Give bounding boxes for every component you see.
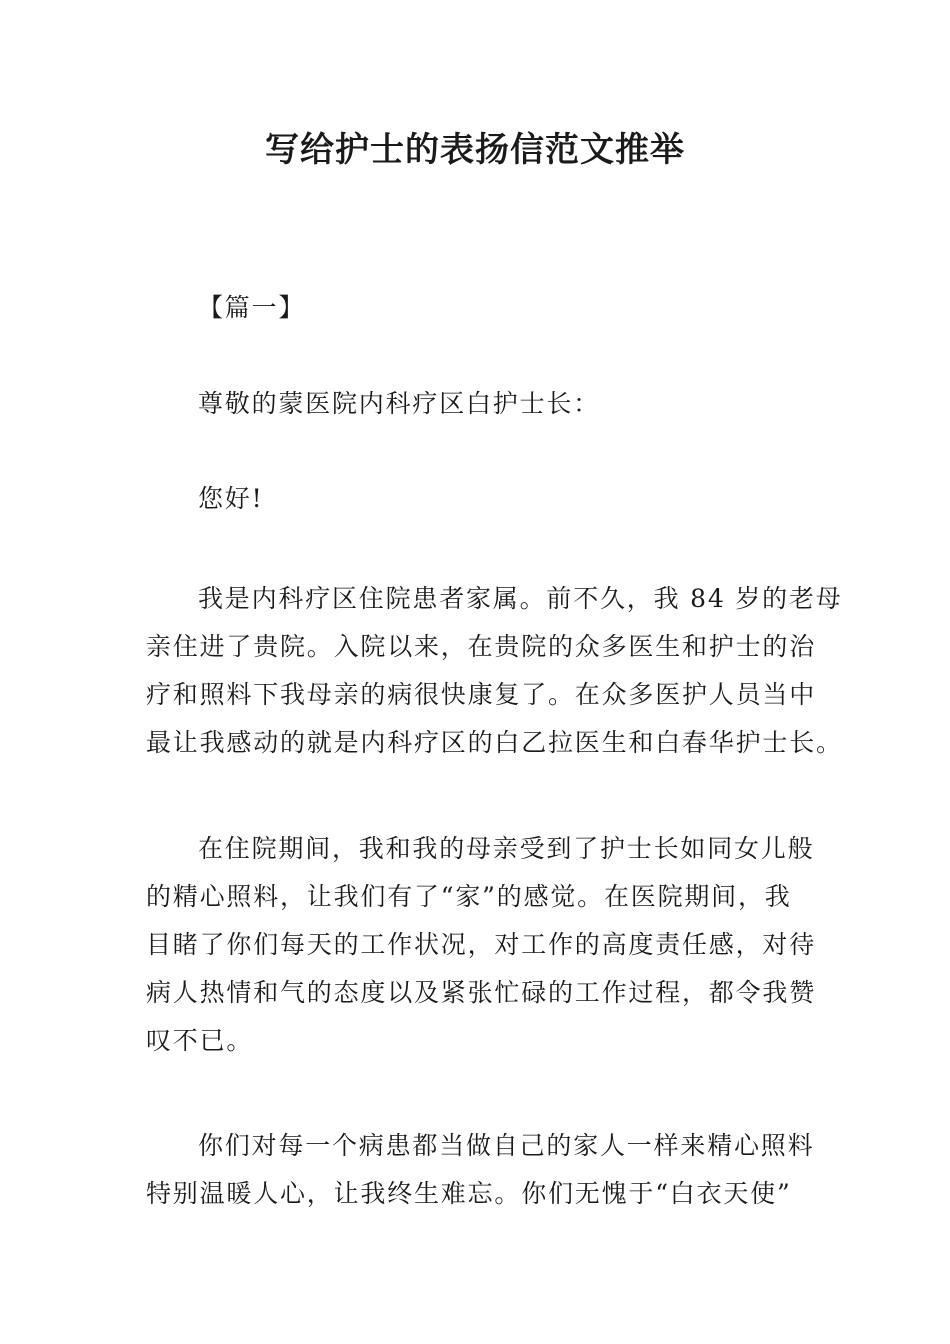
- paragraph-line: 在住院期间，我和我的母亲受到了护士长如同女儿般: [198, 834, 815, 863]
- paragraph-1: [146, 575, 843, 767]
- paragraph-line: 你们对每一个病患都当做自己的家人一样来精心照料: [198, 1131, 815, 1160]
- section-label: [146, 284, 808, 332]
- paragraph-line: 疗和照料下我母亲的病很快康复了。在众多医护人员当中: [146, 680, 817, 709]
- paragraph-line: 目睹了你们每天的工作状况，对工作的高度责任感，对待: [146, 930, 817, 959]
- paragraph-line: 病人热情和气的态度以及紧张忙碌的工作过程，都令我赞: [146, 978, 817, 1007]
- greeting-text: 您好!: [198, 484, 264, 513]
- paragraph-line: 特别温暖人心，让我终生难忘。你们无愧于“白衣天使”: [146, 1179, 792, 1208]
- paragraph-line: 我是内科疗区住院患者家属。前不久，我 84 岁的老母: [198, 584, 843, 613]
- paragraph-3: [146, 1122, 815, 1218]
- section-label-text: 【篇一】: [198, 293, 306, 322]
- salutation: [146, 380, 808, 428]
- paragraph-line: 的精心照料，让我们有了“家”的感觉。在医院期间，我: [146, 882, 792, 911]
- paragraph-line: 亲住进了贵院。入院以来，在贵院的众多医生和护士的治: [146, 632, 817, 661]
- paragraph-2: [146, 825, 817, 1065]
- greeting: [146, 475, 808, 523]
- salutation-text: 尊敬的蒙医院内科疗区白护士长：: [198, 389, 601, 418]
- document-title: 写给护士的表扬信范文推举: [265, 130, 685, 170]
- paragraph-line: 叹不已。: [146, 1026, 254, 1055]
- paragraph-line: 最让我感动的就是内科疗区的白乙拉医生和白春华护士长。: [146, 728, 843, 757]
